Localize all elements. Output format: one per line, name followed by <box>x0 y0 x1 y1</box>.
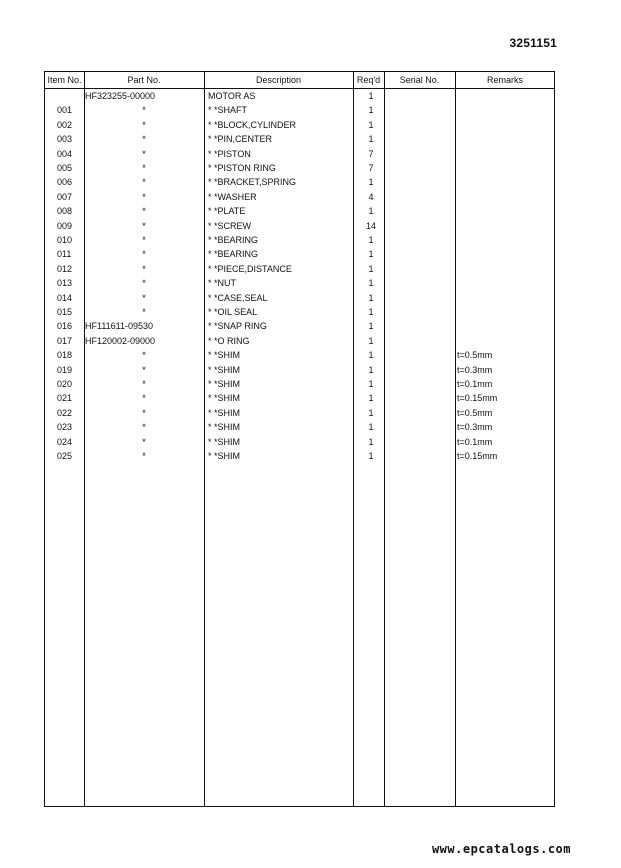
cell-description: * *PLATE <box>208 206 246 217</box>
table-row <box>45 234 554 248</box>
cell-reqd: 1 <box>368 119 374 130</box>
cell-description: * *BEARING <box>208 235 259 245</box>
cell-description: * *BEARING <box>208 249 259 260</box>
cell-item-no: 016 <box>57 321 73 332</box>
cell-part-no: * <box>142 134 146 145</box>
cell-description: * *SHIM <box>208 451 241 461</box>
cell-item-no: 013 <box>57 278 73 289</box>
parts-table <box>44 71 555 807</box>
table-row <box>45 148 554 162</box>
table-header <box>45 72 554 89</box>
cell-reqd: 1 <box>368 134 374 145</box>
table-row <box>45 364 554 378</box>
cell-reqd: 1 <box>368 451 374 461</box>
header-description: Description <box>255 75 302 85</box>
cell-part-no: * <box>142 220 146 231</box>
cell-reqd: 14 <box>365 220 376 231</box>
cell-reqd: 7 <box>368 148 374 159</box>
cell-item-no: 015 <box>57 307 73 317</box>
cell-reqd: 1 <box>368 364 374 375</box>
cell-reqd: 1 <box>368 379 374 389</box>
cell-part-no: * <box>142 451 146 461</box>
cell-description: * *SHIM <box>208 436 241 447</box>
table-row <box>45 421 554 435</box>
table-row <box>45 335 554 349</box>
cell-reqd: 1 <box>368 335 374 346</box>
table-row <box>45 378 554 392</box>
cell-item-no: 012 <box>57 263 73 274</box>
cell-description: * *SHIM <box>208 364 241 375</box>
cell-part-no: * <box>142 119 146 130</box>
cell-part-no: * <box>142 191 146 202</box>
cell-reqd: 1 <box>368 422 374 433</box>
cell-item-no: 009 <box>57 220 73 231</box>
cell-part-no: * <box>142 307 146 317</box>
cell-part-no: HF111611-09530 <box>85 321 154 332</box>
cell-reqd: 4 <box>368 191 374 202</box>
cell-reqd: 1 <box>368 407 374 418</box>
cell-item-no: 017 <box>57 335 73 346</box>
cell-item-no: 004 <box>57 148 73 159</box>
cell-remarks: t=0.5mm <box>457 407 493 418</box>
cell-item-no: 018 <box>57 350 73 361</box>
header-item-no: Item No. <box>47 75 82 85</box>
cell-part-no: * <box>142 364 146 375</box>
table-row <box>45 263 554 277</box>
cell-description: * *SHIM <box>208 350 241 361</box>
cell-remarks: t=0.5mm <box>457 350 493 361</box>
cell-item-no: 021 <box>57 393 73 404</box>
cell-item-no: 007 <box>57 191 73 202</box>
cell-reqd: 1 <box>368 393 374 404</box>
cell-reqd: 1 <box>368 307 374 317</box>
table-row <box>45 407 554 421</box>
cell-description: * *SNAP RING <box>208 321 267 332</box>
header-part-no: Part No. <box>127 75 161 85</box>
cell-part-no: * <box>142 105 146 116</box>
cell-part-no: HF120002-09000 <box>85 335 156 346</box>
cell-description: * *BRACKET,SPRING <box>208 177 297 188</box>
cell-description: * *PIN,CENTER <box>208 134 273 145</box>
cell-remarks: t=0.3mm <box>457 422 493 433</box>
header-serial-no: Serial No. <box>399 75 440 85</box>
footer-website[interactable]: www.epcatalogs.com <box>431 842 571 856</box>
cell-reqd: 1 <box>368 91 374 101</box>
cell-remarks: t=0.1mm <box>457 436 493 447</box>
cell-reqd: 1 <box>368 436 374 447</box>
cell-item-no: 010 <box>57 235 73 245</box>
cell-part-no: * <box>142 379 146 389</box>
table-row <box>45 90 554 104</box>
cell-item-no: 022 <box>57 407 73 418</box>
cell-item-no: 020 <box>57 379 73 389</box>
table-row <box>45 292 554 306</box>
cell-part-no: * <box>142 177 146 188</box>
cell-description: * *CASE,SEAL <box>208 292 268 303</box>
cell-item-no: 025 <box>57 451 73 461</box>
cell-reqd: 1 <box>368 177 374 188</box>
cell-item-no: 003 <box>57 134 73 145</box>
table-row <box>45 450 554 464</box>
cell-item-no: 002 <box>57 119 73 130</box>
header-remarks: Remarks <box>486 75 523 85</box>
cell-remarks: t=0.15mm <box>457 451 498 461</box>
cell-item-no: 006 <box>57 177 73 188</box>
cell-remarks: t=0.3mm <box>457 364 493 375</box>
cell-description: * *SHIM <box>208 393 241 404</box>
cell-reqd: 1 <box>368 235 374 245</box>
cell-reqd: 1 <box>368 249 374 260</box>
table-row <box>45 248 554 262</box>
cell-item-no: 019 <box>57 364 73 375</box>
cell-reqd: 1 <box>368 350 374 361</box>
cell-part-no: * <box>142 350 146 361</box>
cell-description: * *SCREW <box>208 220 252 231</box>
cell-reqd: 1 <box>368 321 374 332</box>
table-row <box>45 176 554 190</box>
page-number: 3251151 <box>509 36 557 50</box>
cell-description: * *SHIM <box>208 422 241 433</box>
cell-part-no: * <box>142 292 146 303</box>
cell-description: * *SHIM <box>208 407 241 418</box>
cell-description: * *OIL SEAL <box>208 307 258 317</box>
table-row <box>45 162 554 176</box>
cell-item-no: 001 <box>57 105 73 116</box>
cell-description: MOTOR AS <box>208 91 256 101</box>
cell-part-no: * <box>142 407 146 418</box>
cell-item-no: 014 <box>57 292 73 303</box>
table-row <box>45 277 554 291</box>
cell-remarks: t=0.1mm <box>457 379 493 389</box>
cell-description: * *SHIM <box>208 379 241 389</box>
cell-reqd: 1 <box>368 292 374 303</box>
cell-part-no: * <box>142 422 146 433</box>
cell-item-no: 023 <box>57 422 73 433</box>
cell-item-no: 011 <box>57 249 72 260</box>
cell-description: * *PISTON <box>208 148 251 159</box>
cell-reqd: 7 <box>368 163 374 173</box>
cell-description: * *PIECE,DISTANCE <box>208 263 292 274</box>
cell-item-no: 005 <box>57 163 73 173</box>
cell-part-no: * <box>142 436 146 447</box>
table-row <box>45 436 554 450</box>
cell-part-no: * <box>142 206 146 217</box>
table-row <box>45 392 554 406</box>
cell-part-no: * <box>142 263 146 274</box>
cell-reqd: 1 <box>368 105 374 116</box>
cell-description: * *NUT <box>208 278 237 289</box>
cell-reqd: 1 <box>368 206 374 217</box>
table-row <box>45 119 554 133</box>
cell-remarks: t=0.15mm <box>457 393 498 404</box>
table-row <box>45 220 554 234</box>
cell-item-no: 008 <box>57 206 73 217</box>
table-row <box>45 320 554 334</box>
cell-part-no: * <box>142 235 146 245</box>
cell-part-no: * <box>142 163 146 173</box>
table-row <box>45 306 554 320</box>
cell-description: * *WASHER <box>208 191 257 202</box>
table-row <box>45 205 554 219</box>
table-row <box>45 349 554 363</box>
table-row <box>45 191 554 205</box>
cell-reqd: 1 <box>368 263 374 274</box>
cell-part-no: * <box>142 393 146 404</box>
cell-part-no: * <box>142 148 146 159</box>
cell-part-no: * <box>142 278 146 289</box>
header-reqd: Req'd <box>356 75 381 85</box>
cell-description: * *BLOCK,CYLINDER <box>208 119 297 130</box>
table-row <box>45 104 554 118</box>
cell-part-no: * <box>142 249 146 260</box>
cell-part-no: HF323255-00000 <box>85 91 156 101</box>
cell-description: * *SHAFT <box>208 105 248 116</box>
cell-description: * *O RING <box>208 335 250 346</box>
cell-reqd: 1 <box>368 278 374 289</box>
table-row <box>45 133 554 147</box>
cell-item-no: 024 <box>57 436 73 447</box>
cell-description: * *PISTON RING <box>208 163 276 173</box>
